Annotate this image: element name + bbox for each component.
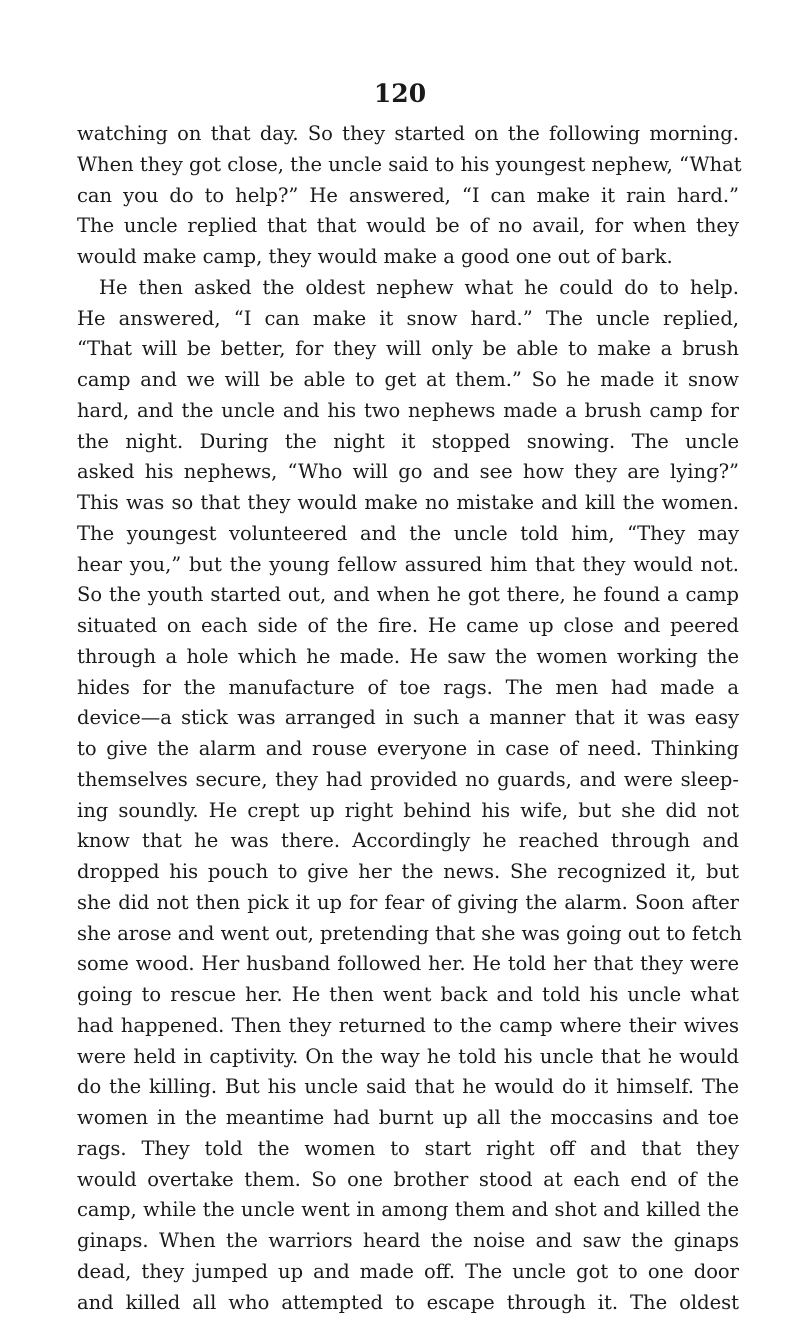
text-line: hides for the manufacture of toe rags. The men had made a [77, 673, 739, 704]
text-line: This was so that they would make no mistake and kill the women. [77, 488, 739, 519]
text-line: were held in captivity. On the way he told his uncle that he would [77, 1042, 739, 1073]
text-line: hear you,” but the young fellow assured him that they would not. [77, 550, 739, 581]
text-line: watching on that day. So they started on the following morning. [77, 119, 739, 150]
text-line: through a hole which he made. He saw the women working the [77, 642, 739, 673]
text-line: the night. During the night it stopped snowing. The uncle [77, 427, 739, 458]
text-line: and killed all who attempted to escape through it. The oldest [77, 1288, 739, 1318]
text-line: to give the alarm and rouse everyone in case of need. Thinking [77, 734, 739, 765]
text-line: rags. They told the women to start right off and that they [77, 1134, 739, 1165]
text-line: He answered, “I can make it snow hard.” The uncle replied, [77, 304, 739, 335]
text-line: going to rescue her. He then went back and told his uncle what [77, 980, 739, 1011]
text-line: asked his nephews, “Who will go and see how they are lying?” [77, 457, 739, 488]
paragraph [77, 119, 739, 273]
text-line: He then asked the oldest nephew what he could do to help. [77, 273, 739, 304]
text-line: some wood. Her husband followed her. He told her that they were [77, 949, 739, 980]
text-line: themselves secure, they had provided no guards, and were sleep- [77, 765, 739, 796]
text-line: So the youth started out, and when he got there, he found a camp [77, 580, 739, 611]
text-line: do the killing. But his uncle said that he would do it himself. The [77, 1072, 739, 1103]
text-line: know that he was there. Accordingly he reached through and [77, 826, 739, 857]
text-line: would make camp, they would make a good one out of bark. [77, 242, 739, 273]
text-line: camp, while the uncle went in among them and shot and killed the [77, 1195, 739, 1226]
text-line: would overtake them. So one brother stood at each end of the [77, 1165, 739, 1196]
text-line: dead, they jumped up and made off. The uncle got to one door [77, 1257, 739, 1288]
paragraph [77, 273, 739, 1318]
text-line: ing soundly. He crept up right behind his wife, but she did not [77, 796, 739, 827]
text-line: can you do to help?” He answered, “I can make it rain hard.” [77, 181, 739, 212]
text-line: ginaps. When the warriors heard the noise and saw the ginaps [77, 1226, 739, 1257]
text-line: camp and we will be able to get at them.” So he made it snow [77, 365, 739, 396]
text-line: women in the meantime had burnt up all the moccasins and toe [77, 1103, 739, 1134]
text-line: When they got close, the uncle said to his youngest nephew, “What [77, 150, 739, 181]
text-line: she arose and went out, pretending that she was going out to fetch [77, 919, 739, 950]
text-line: hard, and the uncle and his two nephews made a brush camp for [77, 396, 739, 427]
text-line: The youngest volunteered and the uncle told him, “They may [77, 519, 739, 550]
body-text [77, 119, 739, 1318]
text-line: she did not then pick it up for fear of giving the alarm. Soon after [77, 888, 739, 919]
page-number: 120 [0, 80, 800, 108]
text-line: dropped his pouch to give her the news. She recognized it, but [77, 857, 739, 888]
text-line: The uncle replied that that would be of no avail, for when they [77, 211, 739, 242]
text-line: device—a stick was arranged in such a manner that it was easy [77, 703, 739, 734]
text-line: “That will be better, for they will only be able to make a brush [77, 334, 739, 365]
text-line: situated on each side of the fire. He came up close and peered [77, 611, 739, 642]
text-line: had happened. Then they returned to the camp where their wives [77, 1011, 739, 1042]
